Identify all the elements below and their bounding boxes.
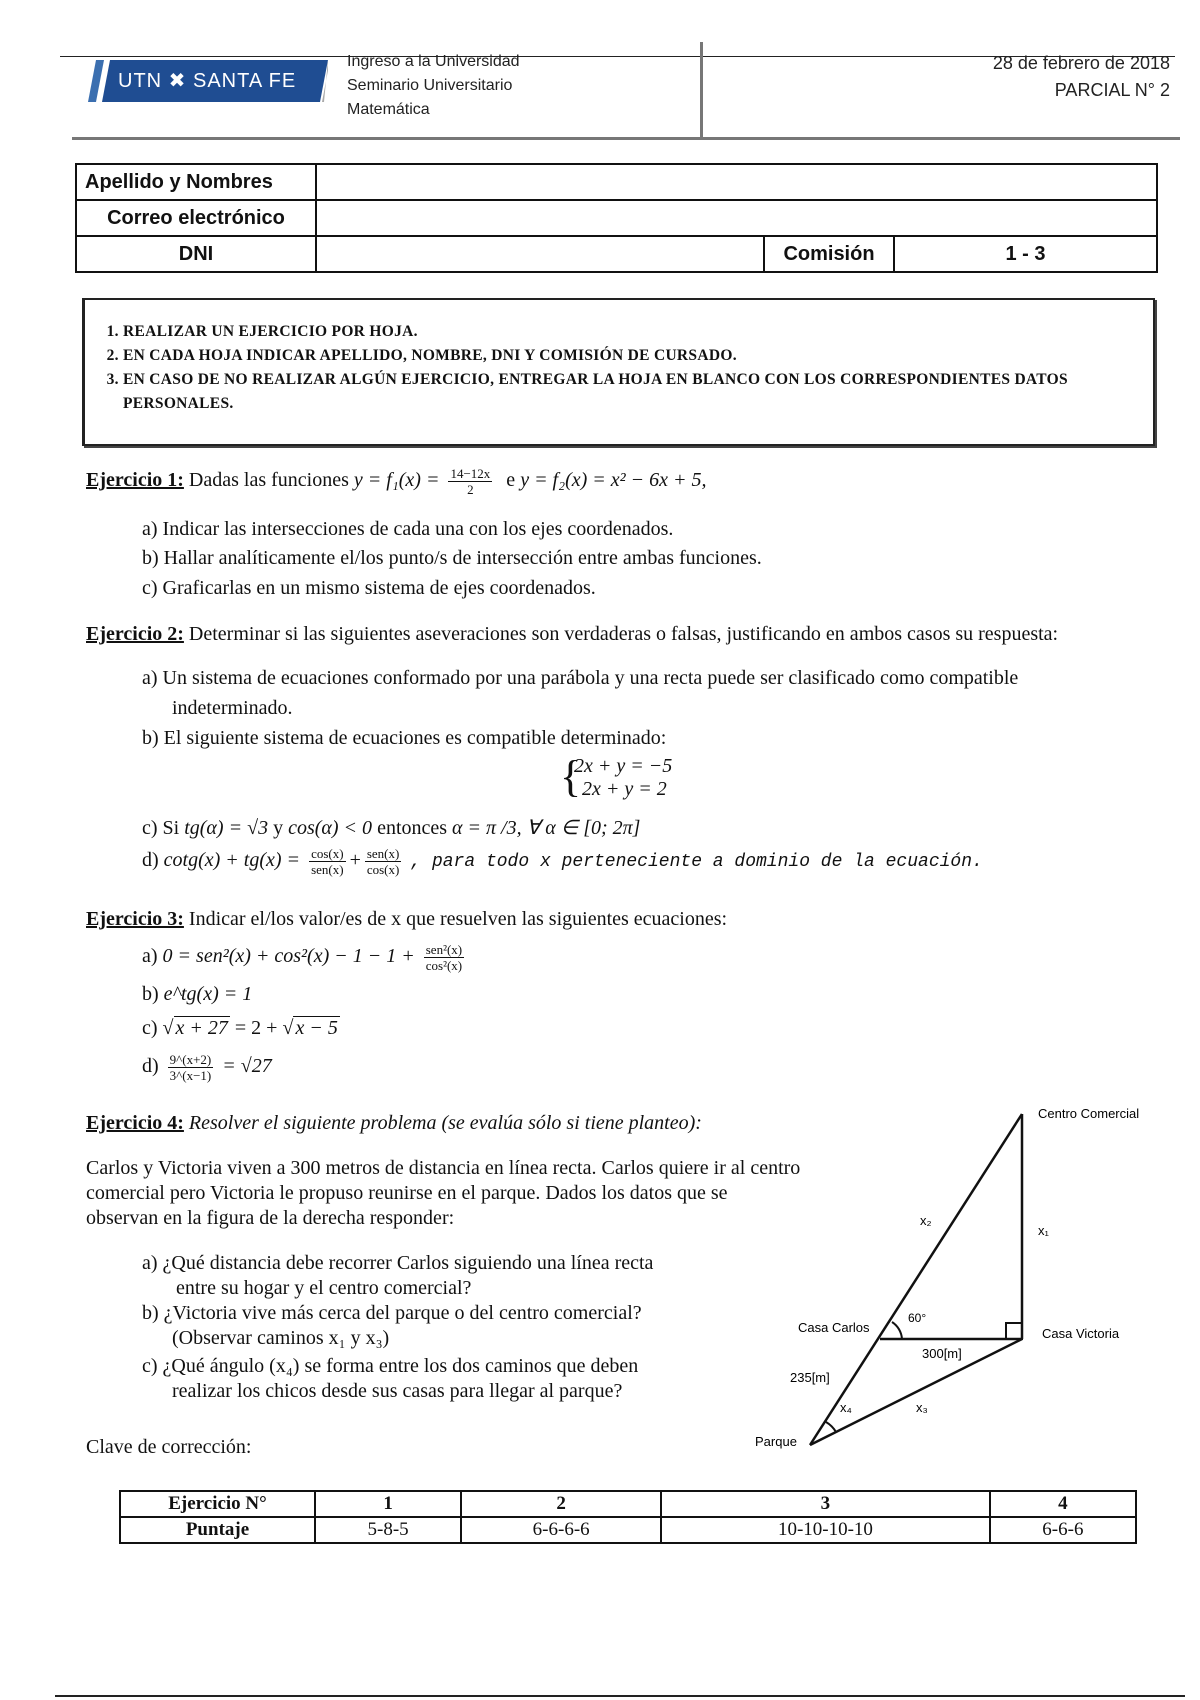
ex4-paragraph-line3: observan en la figura de la derecha responder: bbox=[86, 1207, 455, 1229]
header-divider bbox=[700, 42, 703, 138]
ex1-item-a: a) Indicar las intersecciones de cada una con los ejes coordenados. bbox=[142, 518, 674, 540]
ex3-d-pre: d) bbox=[142, 1055, 159, 1078]
ex2-item-c bbox=[142, 815, 640, 840]
ex3-item-d bbox=[142, 1052, 272, 1083]
ex1-f1-fraction bbox=[448, 466, 492, 497]
correction-table bbox=[119, 1490, 1137, 1544]
footer-rule bbox=[55, 1695, 1185, 1697]
table-row bbox=[120, 1491, 1136, 1517]
header-exam-info bbox=[993, 50, 1170, 104]
ex2-d-tail: , para todo x perteneciente a dominio de la ecuación. bbox=[410, 852, 983, 873]
label-casa-victoria: Casa Victoria bbox=[1042, 1326, 1120, 1341]
label-x2: x₂ bbox=[920, 1213, 932, 1228]
ex3-title: Ejercicio 3: bbox=[86, 908, 184, 930]
ex3-intro: Indicar el/los valor/es de x que resuelven las siguientes ecuaciones: bbox=[188, 908, 728, 930]
ex2-item-a-line2: indeterminado. bbox=[172, 697, 293, 719]
ex1-f2: y = f₂(x) = x² − 6x + 5, bbox=[520, 469, 707, 492]
ex4-item-c-line1: c) ¿Qué ángulo (x₄) se forma entre los dos caminos que deben bbox=[142, 1355, 639, 1377]
label-angle-60: 60° bbox=[908, 1311, 927, 1325]
ex2-d-n1: cos(x) bbox=[311, 846, 344, 861]
commission-label: Comisión bbox=[764, 236, 894, 272]
header-bottom-rule bbox=[72, 137, 1180, 140]
ex2-d-m1: cotg(x) + tg(x) = bbox=[163, 849, 301, 872]
label-x4: x₄ bbox=[840, 1400, 852, 1415]
ex4-intro: Resolver el siguiente problema (se evalúa sólo si tiene planteo): bbox=[188, 1112, 702, 1134]
label-centro: Centro Comercial bbox=[1038, 1106, 1140, 1121]
instruction-item: 2. EN CADA HOJA INDICAR APELLIDO, NOMBRE, DNI Y COMISIÓN DE CURSADO. bbox=[123, 344, 1153, 368]
ex2-c-ent: entonces bbox=[377, 817, 448, 839]
ex4-paragraph-line1: Carlos y Victoria viven a 300 metros de distancia en línea recta. Carlos quiere ir al centro bbox=[86, 1157, 801, 1179]
ex2-c-m2: cos(α) < 0 bbox=[288, 817, 373, 839]
label-casa-carlos: Casa Carlos bbox=[798, 1320, 870, 1335]
ex2-d-frac2 bbox=[365, 846, 402, 877]
instruction-item: 1. REALIZAR UN EJERCICIO POR HOJA. bbox=[123, 320, 1153, 344]
ex4-title: Ejercicio 4: bbox=[86, 1112, 184, 1134]
instructions-box bbox=[82, 298, 1155, 446]
ex2-title: Ejercicio 2: bbox=[86, 623, 184, 645]
line-x2-and-235 bbox=[810, 1114, 1022, 1445]
ex2-d-frac1 bbox=[309, 846, 346, 877]
table-cell: 3 bbox=[661, 1491, 990, 1517]
ex3-b-eq: e^tg(x) = 1 bbox=[163, 983, 253, 1005]
table-cell: Puntaje bbox=[120, 1517, 315, 1543]
name-label: Apellido y Nombres bbox=[76, 164, 316, 200]
instruction-item: 3. EN CASO DE NO REALIZAR ALGÚN EJERCICIO, ENTREGAR LA HOJA EN BLANCO CON LOS CORRESPONDIENTES DATOS PERSONALES. bbox=[123, 368, 1153, 416]
ex4-statement bbox=[86, 1112, 702, 1135]
table-row bbox=[120, 1517, 1136, 1543]
student-info-table bbox=[75, 163, 1158, 273]
ex2-item-b: b) El siguiente sistema de ecuaciones es compatible determinado: bbox=[142, 727, 667, 749]
table-cell: 2 bbox=[461, 1491, 661, 1517]
label-300: 300[m] bbox=[922, 1346, 962, 1361]
ex1-conj: e bbox=[506, 469, 516, 492]
ex2-c-pre: c) Si bbox=[142, 817, 180, 839]
header-line-3: Matemática bbox=[347, 101, 430, 118]
table-cell: 10-10-10-10 bbox=[661, 1517, 990, 1543]
ex4-item-a-line1: a) ¿Qué distancia debe recorrer Carlos siguiendo una línea recta bbox=[142, 1252, 654, 1274]
header-line-2: Seminario Universitario bbox=[347, 77, 513, 94]
ex2-c-m3: α = π /3, ∀ α ∈ [0; 2π] bbox=[452, 817, 641, 839]
logo-text: UTN ✖ SANTA FE bbox=[118, 70, 297, 92]
table-cell: 5-8-5 bbox=[315, 1517, 461, 1543]
ex2-system bbox=[560, 752, 673, 801]
ex3-item-c: c) √ x + 27 = 2 + √ x − 5 bbox=[142, 1017, 338, 1039]
ex3-c-eq1: x + 27 bbox=[175, 1017, 228, 1039]
ex1-f1-den: 2 bbox=[467, 482, 474, 497]
table-cell: 1 bbox=[315, 1491, 461, 1517]
name-field[interactable] bbox=[316, 164, 1157, 200]
header-course-info bbox=[347, 50, 520, 122]
utn-logo bbox=[88, 60, 328, 102]
ex3-a-frac bbox=[424, 942, 464, 973]
dni-field[interactable] bbox=[316, 236, 764, 272]
table-cell: 6-6-6 bbox=[990, 1517, 1136, 1543]
ex2-d-pre: d) bbox=[142, 849, 159, 872]
ex2-statement bbox=[86, 623, 1058, 646]
ex4-item-a-line2: entre su hogar y el centro comercial? bbox=[176, 1277, 472, 1299]
brace-icon: { bbox=[560, 752, 582, 801]
ex2-d-plus: + bbox=[349, 849, 361, 872]
ex3-c-mid: = 2 + bbox=[234, 1017, 278, 1039]
ex3-c-pre: c) bbox=[142, 1017, 158, 1039]
ex2-item-d bbox=[142, 846, 983, 877]
ex3-c-eq2: x − 5 bbox=[295, 1017, 338, 1039]
ex4-item-c-line2: realizar los chicos desde sus casas para llegar al parque? bbox=[172, 1380, 623, 1402]
ex1-title: Ejercicio 1: bbox=[86, 469, 184, 492]
commission-value: 1 - 3 bbox=[894, 236, 1157, 272]
label-x1: x₁ bbox=[1038, 1223, 1049, 1238]
header-line-1: Ingreso a la Universidad bbox=[347, 53, 520, 70]
table-cell: Ejercicio N° bbox=[120, 1491, 315, 1517]
ex1-item-c: c) Graficarlas en un mismo sistema de ejes coordenados. bbox=[142, 577, 596, 599]
ex3-a-pre: a) bbox=[142, 945, 158, 968]
label-parque: Parque bbox=[755, 1434, 797, 1449]
line-x3 bbox=[810, 1339, 1022, 1445]
ex4-triangle-figure bbox=[740, 1100, 1160, 1460]
ex2-d-d2: cos(x) bbox=[366, 862, 400, 877]
correction-label: Clave de corrección: bbox=[86, 1436, 252, 1458]
ex4-item-b-line2: (Observar caminos x₁ y x₃) bbox=[172, 1327, 390, 1349]
ex3-a-den: cos²(x) bbox=[425, 958, 463, 973]
ex2-d-n2: sen(x) bbox=[366, 846, 400, 861]
ex3-d-den: 3^(x−1) bbox=[169, 1068, 212, 1083]
ex3-item-a bbox=[142, 942, 468, 973]
ex1-f1: y = f₁(x) = bbox=[353, 469, 440, 492]
ex3-a-num: sen²(x) bbox=[425, 942, 463, 957]
ex2-system-eq2: 2x + y = 2 bbox=[582, 778, 667, 800]
ex2-c-y: y bbox=[273, 817, 284, 839]
ex2-intro: Determinar si las siguientes aseveraciones son verdaderas o falsas, justificando en ambos casos su respuesta: bbox=[188, 623, 1059, 645]
label-235: 235[m] bbox=[790, 1370, 830, 1385]
table-cell: 6-6-6-6 bbox=[461, 1517, 661, 1543]
ex3-item-b bbox=[142, 983, 252, 1006]
ex3-statement bbox=[86, 908, 727, 931]
ex2-item-a-line1: a) Un sistema de ecuaciones conformado por una parábola y una recta puede ser clasificado como compatible bbox=[142, 667, 1019, 689]
email-field[interactable] bbox=[316, 200, 1157, 236]
ex2-c-m1: tg(α) = √3 bbox=[184, 817, 269, 839]
ex1-f1-num: 14−12x bbox=[450, 466, 491, 481]
table-cell: 4 bbox=[990, 1491, 1136, 1517]
ex2-d-d1: sen(x) bbox=[311, 862, 344, 877]
angle-60-arc-icon bbox=[892, 1322, 902, 1339]
ex1-item-b: b) Hallar analíticamente el/los punto/s de intersección entre ambas funciones. bbox=[142, 547, 762, 569]
ex4-paragraph-line2: comercial pero Victoria le propuso reunirse en el parque. Dados los datos que se bbox=[86, 1182, 728, 1204]
right-angle-icon bbox=[1006, 1323, 1022, 1339]
ex4-item-b-line1: b) ¿Victoria vive más cerca del parque o del centro comercial? bbox=[142, 1302, 642, 1324]
label-x3: x₃ bbox=[916, 1400, 928, 1415]
email-label: Correo electrónico bbox=[76, 200, 316, 236]
exam-date: 28 de febrero de 2018 bbox=[992, 53, 1170, 73]
ex3-d-frac bbox=[168, 1052, 214, 1083]
ex1-statement bbox=[86, 466, 707, 497]
ex3-d-eq: = √27 bbox=[222, 1055, 272, 1078]
ex1-intro: Dadas las funciones bbox=[188, 469, 349, 492]
angle-x4-arc-icon bbox=[826, 1422, 836, 1432]
ex3-d-num: 9^(x+2) bbox=[169, 1052, 212, 1067]
ex3-b-pre: b) bbox=[142, 983, 159, 1005]
ex3-a-eq: 0 = sen²(x) + cos²(x) − 1 − 1 + bbox=[162, 945, 415, 968]
dni-label: DNI bbox=[76, 236, 316, 272]
exam-number: PARCIAL N° 2 bbox=[1054, 80, 1170, 100]
ex2-system-eq1: 2x + y = −5 bbox=[574, 755, 673, 777]
